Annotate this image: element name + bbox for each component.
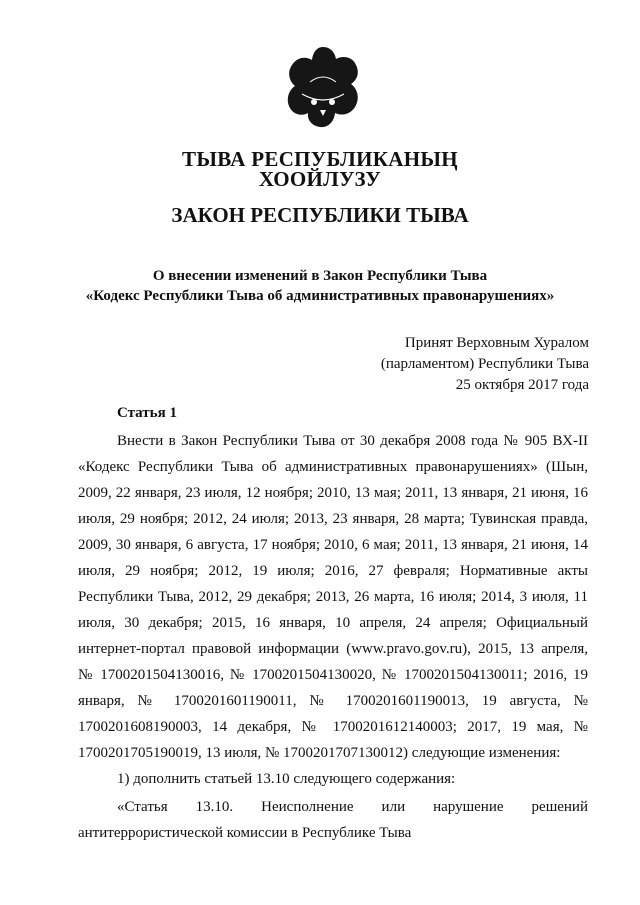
- article-line: июля, 30 декабря; 2015, 16 января, 10 апреля, 24 апреля; Официальный: [78, 615, 588, 631]
- article-line: 1700201705190019, 13 июля, № 1700201707130012) следующие изменения:: [78, 745, 561, 761]
- article-line: января, № 1700201601190011, № 1700201601190013, 19 августа, №: [78, 693, 588, 709]
- article-line: интернет-портал правовой информации (www.pravo.gov.ru), 2015, 13 апреля,: [78, 641, 588, 657]
- article-line: Республики Тыва, 2012, 29 декабря; 2013, 26 марта, 16 июля; 2014, 3 июля, 11: [78, 589, 588, 605]
- adoption-block: [381, 333, 589, 396]
- quote-line: «Статья 13.10. Неисполнение или нарушение решений: [117, 799, 588, 815]
- adoption-line1: Принят Верховным Хуралом: [404, 335, 589, 351]
- article-title: Статья 1: [117, 405, 177, 421]
- quote-line: антитеррористической комиссии в Республике Тыва: [78, 825, 412, 841]
- subject-line1: О внесении изменений в Закон Республики Тыва: [152, 268, 488, 284]
- tuvan-title-line1: ТЫВА РЕСПУБЛИКАНЫҢ: [182, 147, 458, 171]
- tuvan-title-line2: ХООЙЛУЗУ: [258, 167, 382, 191]
- adoption-line3: 25 октября 2017 года: [455, 377, 589, 393]
- article-line: июля, 29 ноября; 2012, 19 июля; 2016, 27 февраля; Нормативные акты: [78, 563, 588, 579]
- article-line: июля, 29 ноября; 2012, 24 июля; 2013, 23 января, 28 марта; Тувинская правда,: [78, 511, 588, 527]
- coat-of-arms-icon: [280, 44, 366, 130]
- article-line: 2009, 30 января, 6 августа, 17 ноября; 2010, 6 мая; 2011, 13 января, 21 июня, 14: [78, 537, 588, 553]
- article-line: 1700201608190003, 14 декабря, № 1700201612140003; 2017, 19 мая, №: [78, 719, 588, 735]
- amendment-item: 1) дополнить статьей 13.10 следующего содержания:: [117, 771, 456, 787]
- adoption-line2: (парламентом) Республики Тыва: [380, 356, 589, 372]
- article-line: «Кодекс Республики Тыва об административных правонарушениях» (Шын,: [78, 459, 588, 475]
- article-line: № 1700201504130016, № 1700201504130020, № 1700201504130011; 2016, 19: [78, 667, 588, 683]
- article-line: 2009, 22 января, 23 июля, 12 ноября; 2010, 13 мая; 2011, 13 января, 21 июня, 16: [78, 485, 588, 501]
- law-title: ЗАКОН РЕСПУБЛИКИ ТЫВА: [171, 203, 469, 227]
- subject-line2: «Кодекс Республики Тыва об административных правонарушениях»: [85, 288, 555, 304]
- article-line: Внести в Закон Республики Тыва от 30 декабря 2008 года № 905 ВХ-II: [117, 433, 588, 449]
